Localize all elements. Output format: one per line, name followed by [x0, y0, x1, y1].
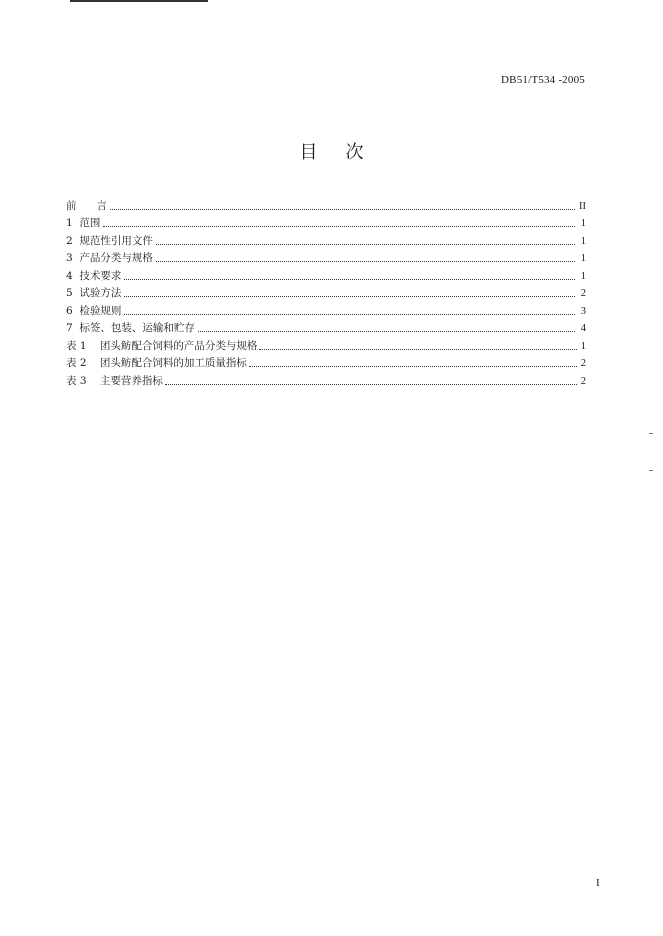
leader-dots [124, 295, 575, 297]
leader-dots [259, 348, 577, 350]
toc-entry-normative-references[interactable] [66, 230, 586, 248]
toc-entry-scope[interactable] [66, 213, 586, 231]
leader-dots [124, 313, 575, 315]
toc-entry-label: 7 标签、包装、运输和贮存 [66, 322, 195, 334]
toc-entry-test-methods[interactable] [66, 283, 586, 301]
toc-entry-label: 6 检验规则 [66, 304, 122, 317]
document-code: DB51/T534 -2005 [501, 74, 585, 86]
toc-entry-label: 1 范围 [66, 217, 101, 229]
toc-entry-label: 3 产品分类与规格 [66, 252, 153, 264]
toc-entry-label: 表 3 主要营养指标 [66, 374, 163, 387]
toc-entry-page: 1 [580, 235, 586, 247]
toc-entry-labeling-packaging[interactable] [66, 318, 586, 336]
toc-entry-page: II [579, 200, 586, 212]
leader-dots [156, 243, 575, 245]
toc-entry-page: 2 [580, 358, 586, 369]
toc-entry-page: 2 [580, 288, 586, 299]
leader-dots [103, 225, 575, 227]
toc-entry-page: 1 [580, 218, 586, 229]
toc-title: 目次 [299, 142, 392, 163]
leader-dots [165, 383, 577, 385]
leader-dots [156, 260, 575, 262]
top-rule [70, 0, 208, 2]
toc-entry-page: 2 [580, 375, 586, 387]
toc-entry-page: 1 [580, 253, 586, 264]
scan-speck [649, 433, 653, 434]
toc-entry-table-2[interactable] [66, 353, 586, 371]
toc-entry-page: 4 [580, 323, 586, 334]
toc-entry-technical-requirements[interactable] [66, 265, 586, 283]
toc-entry-page: 1 [580, 340, 586, 352]
toc-entry-foreword[interactable] [66, 195, 586, 213]
toc-entry-label: 4 技术要求 [66, 269, 122, 282]
toc-entry-page: 1 [580, 270, 586, 282]
toc-entry-label: 表 1 团头鲂配合饲料的产品分类与规格 [66, 339, 258, 352]
toc-entry-label: 5 试验方法 [66, 287, 122, 299]
leader-dots [198, 330, 575, 332]
table-of-contents [66, 195, 586, 388]
toc-entry-label: 2 规范性引用文件 [66, 234, 153, 247]
toc-entry-label: 表 2 团头鲂配合饲料的加工质量指标 [66, 357, 247, 369]
scan-speck [649, 470, 653, 471]
toc-entry-table-3[interactable] [66, 370, 586, 388]
toc-entry-table-1[interactable] [66, 335, 586, 353]
page-number: I [596, 877, 600, 889]
leader-dots [124, 278, 575, 280]
toc-entry-label: 前 言 [66, 199, 108, 212]
toc-entry-page: 3 [580, 305, 586, 317]
toc-entry-classification[interactable] [66, 248, 586, 266]
leader-dots [249, 365, 577, 367]
leader-dots [110, 208, 575, 210]
toc-entry-inspection-rules[interactable] [66, 300, 586, 318]
